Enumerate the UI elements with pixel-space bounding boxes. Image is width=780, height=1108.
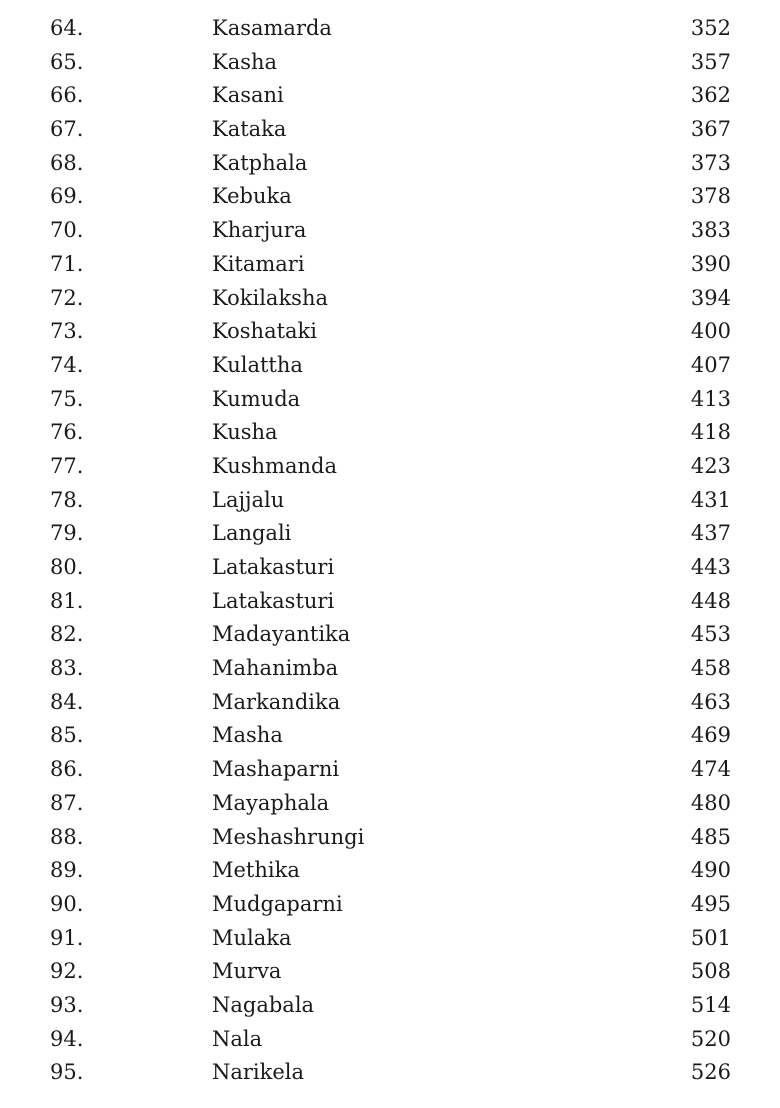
entry-page-number: 508 xyxy=(690,959,731,984)
entry-title: Mudgaparni xyxy=(212,891,343,916)
toc-entry-row xyxy=(0,79,780,113)
entry-number: 88. xyxy=(50,824,84,849)
entry-number: 92. xyxy=(50,959,84,984)
entry-page-number: 378 xyxy=(690,184,731,209)
entry-title: Langali xyxy=(212,521,292,546)
entry-title: Mulaka xyxy=(212,925,292,950)
entry-title: Nagabala xyxy=(212,992,315,1017)
entry-title: Katphala xyxy=(212,150,308,175)
toc-entry-row xyxy=(0,517,780,551)
toc-entry-row xyxy=(0,989,780,1023)
entry-page-number: 453 xyxy=(690,622,731,647)
entry-title: Masha xyxy=(212,723,283,748)
entry-page-number: 463 xyxy=(690,689,731,714)
toc-entry-row xyxy=(0,383,780,417)
toc-entry-row xyxy=(0,551,780,585)
entry-number: 71. xyxy=(50,251,84,276)
entry-number: 74. xyxy=(50,352,84,377)
toc-entry-row xyxy=(0,1056,780,1090)
entry-number: 84. xyxy=(50,689,84,714)
entry-number: 80. xyxy=(50,555,84,579)
entry-number: 73. xyxy=(50,319,84,344)
entry-number: 79. xyxy=(50,521,84,546)
entry-title: Meshashrungi xyxy=(212,824,365,849)
entry-page-number: 501 xyxy=(690,925,731,950)
entry-page-number: 495 xyxy=(690,891,731,916)
entry-number: 81. xyxy=(50,588,84,613)
entry-number: 75. xyxy=(50,386,84,411)
entry-number: 93. xyxy=(50,992,84,1017)
entry-number: 65. xyxy=(50,49,84,74)
entry-page-number: 418 xyxy=(690,420,731,445)
entry-number: 85. xyxy=(50,723,84,748)
entry-page-number: 357 xyxy=(690,49,731,74)
entry-title: Kulattha xyxy=(212,352,303,377)
entry-page-number: 443 xyxy=(690,555,731,579)
entry-title: Nala xyxy=(212,1026,263,1051)
entry-title: Narikela xyxy=(212,1060,305,1085)
entry-title: Kasamarda xyxy=(212,16,332,40)
toc-entry-row xyxy=(0,1023,780,1057)
entry-page-number: 400 xyxy=(690,319,731,344)
toc-entry-row xyxy=(0,46,780,80)
toc-entry-row xyxy=(0,450,780,484)
toc-entry-row xyxy=(0,854,780,888)
entry-page-number: 485 xyxy=(690,824,731,849)
toc-entry-row xyxy=(0,821,780,855)
entry-number: 76. xyxy=(50,420,84,445)
entry-number: 91. xyxy=(50,925,84,950)
entry-number: 66. xyxy=(50,83,84,108)
entry-number: 89. xyxy=(50,858,84,883)
entry-number: 87. xyxy=(50,790,84,815)
toc-entry-row xyxy=(0,955,780,989)
entry-number: 83. xyxy=(50,656,84,681)
entry-number: 86. xyxy=(50,757,84,782)
toc-entry-row xyxy=(0,113,780,147)
toc-entry-row xyxy=(0,719,780,753)
entry-title: Mayaphala xyxy=(212,790,330,815)
entry-page-number: 469 xyxy=(690,723,731,748)
entry-title: Methika xyxy=(212,858,300,883)
entry-number: 90. xyxy=(50,891,84,916)
entry-page-number: 413 xyxy=(690,386,731,411)
entry-title: Kitamari xyxy=(212,251,305,276)
toc-entry-row xyxy=(0,652,780,686)
toc-entry-row xyxy=(0,922,780,956)
entry-title: Koshataki xyxy=(212,319,317,344)
toc-entry-row xyxy=(0,787,780,821)
entry-page-number: 362 xyxy=(690,83,731,108)
entry-title: Lajjalu xyxy=(212,487,285,512)
toc-entry-row xyxy=(0,214,780,248)
entry-title: Mahanimba xyxy=(212,656,339,681)
entry-page-number: 458 xyxy=(690,656,731,681)
entry-title: Kokilaksha xyxy=(212,285,328,310)
toc-entry-row xyxy=(0,686,780,720)
entry-number: 82. xyxy=(50,622,84,647)
toc-entry-row xyxy=(0,180,780,214)
entry-number: 68. xyxy=(50,150,84,175)
entry-page-number: 526 xyxy=(690,1060,731,1085)
entry-title: Kharjura xyxy=(212,218,307,243)
entry-title: Latakasturi xyxy=(212,588,335,613)
toc-entry-row xyxy=(0,315,780,349)
entry-title: Kasani xyxy=(212,83,284,108)
entry-title: Kasha xyxy=(212,49,278,74)
entry-number: 72. xyxy=(50,285,84,310)
entry-page-number: 437 xyxy=(690,521,731,546)
toc-entry-row xyxy=(0,888,780,922)
toc-entry-row xyxy=(0,248,780,282)
entry-number: 67. xyxy=(50,117,84,142)
toc-entry-row xyxy=(0,147,780,181)
toc-entry-row xyxy=(0,12,780,46)
toc-entry-row xyxy=(0,349,780,383)
entry-number: 64. xyxy=(50,16,84,40)
entry-title: Kusha xyxy=(212,420,278,445)
entry-title: Latakasturi xyxy=(212,555,335,579)
entry-page-number: 383 xyxy=(690,218,731,243)
entry-title: Mashaparni xyxy=(212,757,340,782)
entry-title: Kumuda xyxy=(212,386,301,411)
toc-entry-row xyxy=(0,416,780,450)
entry-number: 78. xyxy=(50,487,84,512)
entry-page-number: 514 xyxy=(690,992,731,1017)
entry-number: 94. xyxy=(50,1026,84,1051)
entry-page-number: 520 xyxy=(690,1026,731,1051)
entry-page-number: 480 xyxy=(690,790,731,815)
entry-title: Kushmanda xyxy=(212,453,337,478)
entry-page-number: 423 xyxy=(690,453,731,478)
entry-number: 70. xyxy=(50,218,84,243)
entry-page-number: 390 xyxy=(690,251,731,276)
toc-entry-row xyxy=(0,753,780,787)
toc-entry-row xyxy=(0,618,780,652)
entry-title: Madayantika xyxy=(212,622,351,647)
entry-page-number: 448 xyxy=(690,588,731,613)
entry-page-number: 431 xyxy=(690,487,731,512)
entry-page-number: 367 xyxy=(690,117,731,142)
entry-number: 95. xyxy=(50,1060,84,1085)
entry-page-number: 394 xyxy=(690,285,731,310)
entry-number: 77. xyxy=(50,453,84,478)
entry-title: Markandika xyxy=(212,689,341,714)
entry-title: Murva xyxy=(212,959,282,984)
entry-number: 69. xyxy=(50,184,84,209)
entry-title: Kebuka xyxy=(212,184,292,209)
toc-entry-row xyxy=(0,585,780,619)
toc-entry-row xyxy=(0,484,780,518)
entry-page-number: 352 xyxy=(690,16,731,40)
table-of-contents xyxy=(0,12,780,1090)
toc-entry-row xyxy=(0,282,780,316)
entry-page-number: 490 xyxy=(690,858,731,883)
entry-page-number: 474 xyxy=(690,757,731,782)
entry-page-number: 407 xyxy=(690,352,731,377)
entry-title: Kataka xyxy=(212,117,287,142)
entry-page-number: 373 xyxy=(690,150,731,175)
